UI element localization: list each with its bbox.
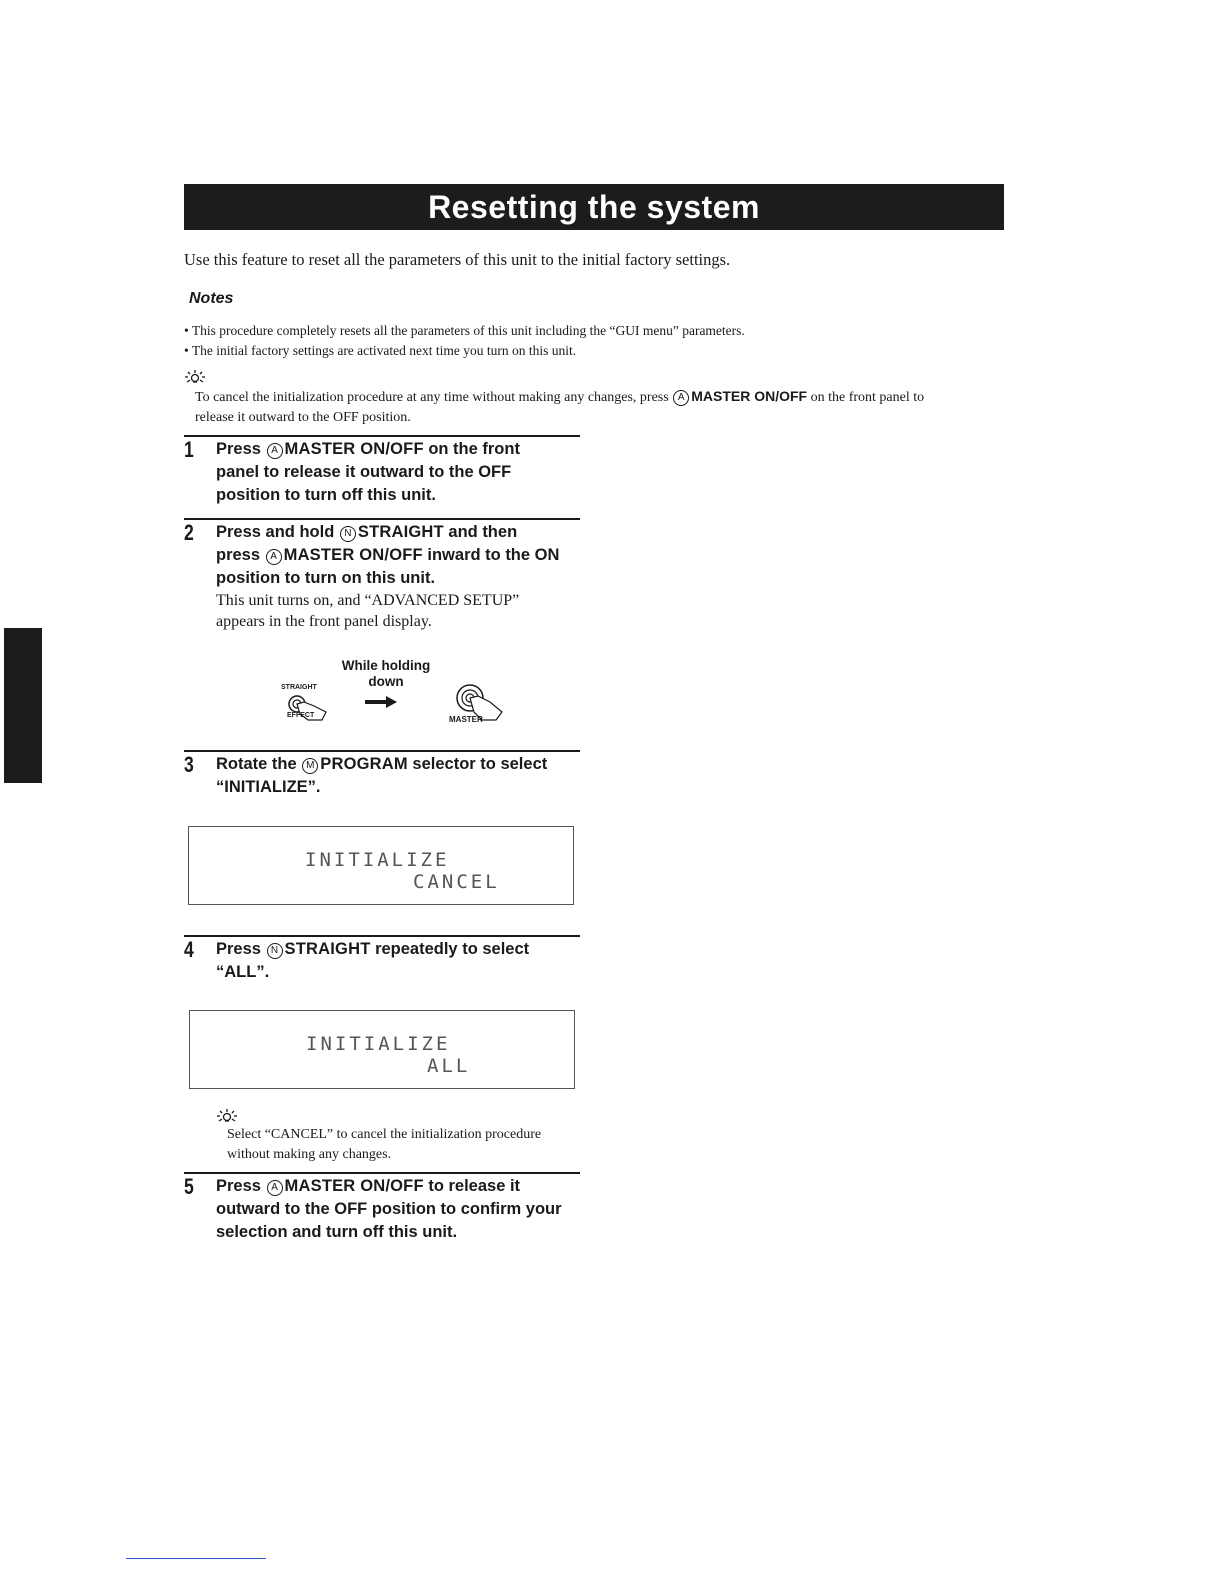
note-item: • This procedure completely resets all the parameters of this unit including the “GUI menu” parameters. (184, 321, 745, 341)
section-side-tab (4, 628, 42, 783)
step-2-instruction: Press and hold N STRAIGHT and then press A MASTER ON/OFF inward to the ON position to turn on this unit. (216, 523, 560, 587)
step-number: 5 (184, 1174, 194, 1199)
display-line-1: INITIALIZE (305, 849, 450, 871)
note-item: • The initial factory settings are activated next time you turn on this unit. (184, 341, 745, 361)
tip-icon (216, 1108, 238, 1124)
while-holding-label: While holding down (341, 658, 431, 689)
key-marker: A (266, 549, 282, 565)
key-marker: M (302, 758, 318, 774)
display-line-2: ALL (427, 1055, 471, 1077)
key-name: MASTER ON/OFF (284, 440, 424, 458)
key-name: MASTER ON/OFF (691, 388, 808, 404)
step-4-instruction: Press N STRAIGHT repeatedly to select “ALL”. (216, 940, 530, 981)
step-1-instruction: Press A MASTER ON/OFF on the front panel to release it outward to the OFF position to turn off this unit. (216, 440, 520, 504)
display-line-2: CANCEL (413, 871, 500, 893)
tip-text: To cancel the initialization procedure at any time without making any changes, press A MASTER ON/OFF on the front panel to release it outward to the OFF position. (195, 388, 925, 425)
step-divider (184, 750, 580, 752)
footer-rule (126, 1558, 266, 1559)
tip-icon (184, 369, 206, 385)
step-divider (184, 1172, 580, 1174)
arrow-right-icon (364, 694, 398, 710)
notes-heading: Notes (189, 290, 234, 307)
master-label: MASTER (449, 715, 483, 724)
intro-text: Use this feature to reset all the parameters of this unit to the initial factory settings. (184, 250, 731, 269)
key-name: MASTER ON/OFF (284, 1177, 424, 1195)
step-number: 1 (184, 437, 194, 462)
page-title: Resetting the system (184, 184, 1004, 230)
key-marker: A (267, 1180, 283, 1196)
step-5-instruction: Press A MASTER ON/OFF to release it outward to the OFF position to confirm your selection and turn off this unit. (216, 1177, 562, 1241)
key-marker: N (340, 526, 356, 542)
straight-label: STRAIGHT (281, 684, 317, 691)
key-name: STRAIGHT (284, 940, 371, 958)
key-marker: A (267, 443, 283, 459)
step-divider (184, 435, 580, 437)
step-divider (184, 935, 580, 937)
key-marker: N (267, 943, 283, 959)
effect-label: EFFECT (287, 712, 315, 719)
step-number: 3 (184, 752, 194, 777)
step-number: 2 (184, 520, 194, 545)
step-divider (184, 518, 580, 520)
key-name: STRAIGHT (357, 523, 444, 541)
step-3-instruction: Rotate the M PROGRAM selector to select “INITIALIZE”. (216, 755, 548, 796)
display-line-1: INITIALIZE (306, 1033, 451, 1055)
step-2-description: This unit turns on, and “ADVANCED SETUP” appears in the front panel display. (216, 592, 520, 630)
key-name: PROGRAM (320, 755, 408, 773)
notes-list (184, 321, 745, 360)
key-name: MASTER ON/OFF (283, 546, 423, 564)
key-marker: A (673, 390, 689, 406)
step-number: 4 (184, 937, 194, 962)
tip-text: Select “CANCEL” to cancel the initialization procedure without making any changes. (227, 1127, 542, 1162)
front-panel-display (189, 1010, 575, 1089)
front-panel-display (188, 826, 574, 905)
